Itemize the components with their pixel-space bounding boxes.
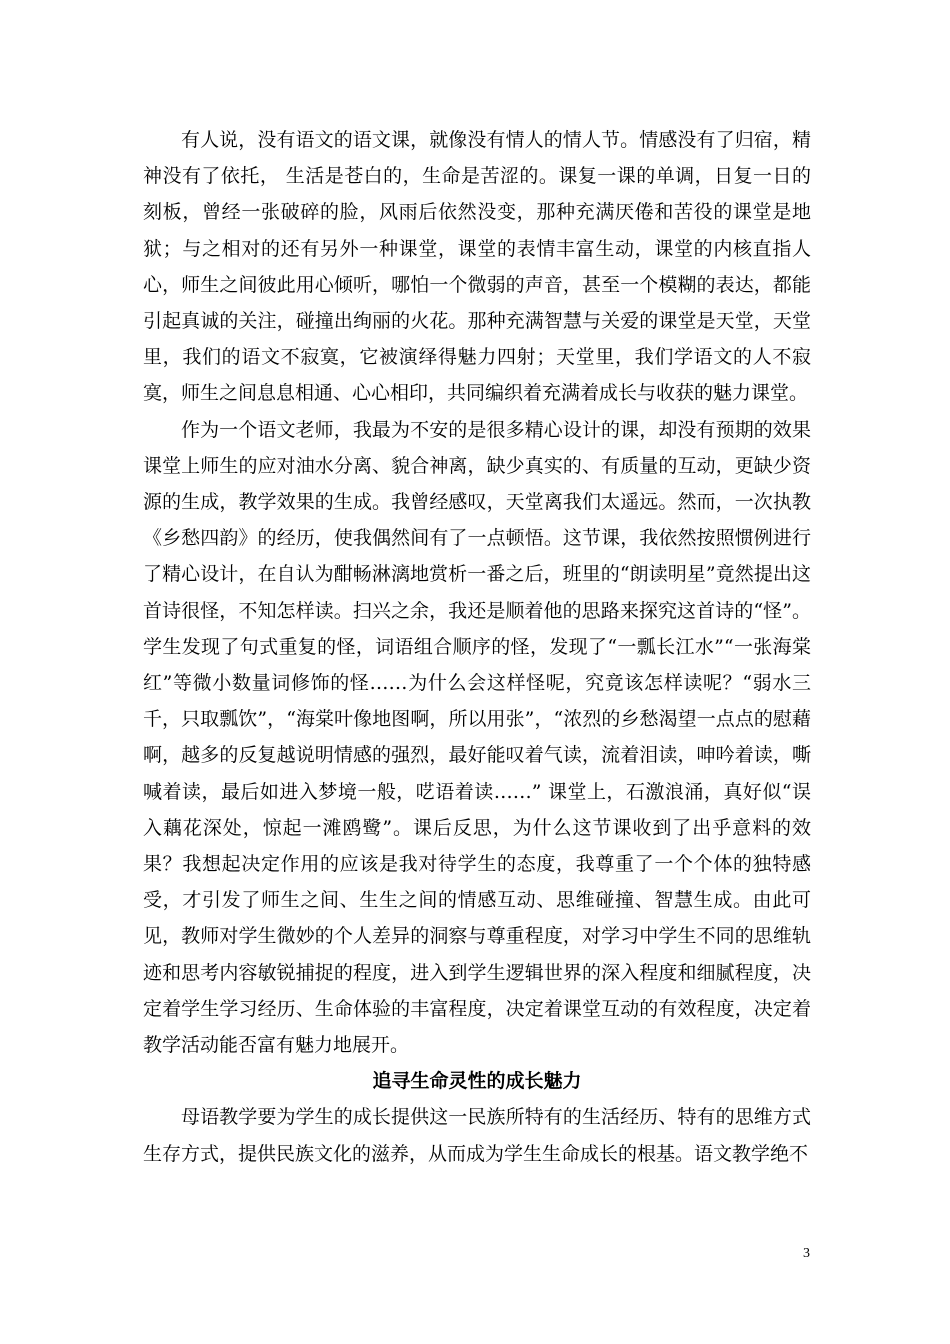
paragraph-3: 母语教学要为学生的成长提供这一民族所特有的生活经历、特有的思维方式生存方式，提供民族文化的滋养，从而成为学生生命成长的根基。语文教学绝不 (143, 1106, 811, 1165)
page-body (143, 122, 811, 1172)
paragraph-1: 有人说，没有语文的语文课，就像没有情人的情人节。情感没有了归宿，精神没有了依托， 生活是苍白的，生命是苦涩的。课复一课的单调，日复一日的刻板，曾经一张破碎的脸，风雨后依然没变，那种充满厌倦和苦役的课堂是地狱；与之相对的还有另外一种课堂，课堂的表情丰富生动，课堂的内核直指人心，师生之间彼此用心倾听，哪怕一个微弱的声音，甚至一个模糊的表达，都能引起真诚的关注，碰撞出绚丽的火花。那种充满智慧与关爱的课堂是天堂，天堂里，我们的语文不寂寞，它被演绎得魅力四射；天堂里，我们学语文的人不寂寞，师生之间息息相通、心心相印，共同编织着充满着成长与收获的魅力课堂。 (143, 129, 811, 405)
section-heading: 追寻生命灵性的成长魅力 (372, 1070, 582, 1093)
page-number: 3 (803, 1246, 810, 1261)
paragraph-2: 作为一个语文老师，我最为不安的是很多精心设计的课，却没有预期的效果课堂上师生的应对油水分离、貌合神离，缺少真实的、有质量的互动，更缺少资源的生成，教学效果的生成。我曾经感叹，天堂离我们太遥远。然而，一次执教《乡愁四韵》的经历，使我偶然间有了一点顿悟。这节课，我依然按照惯例进行了精心设计，在自认为酣畅淋漓地赏析一番之后，班里的“朗读明星”竟然提出这首诗很怪，不知怎样读。扫兴之余，我还是顺着他的思路来探究这首诗的“怪”。学生发现了句式重复的怪，词语组合顺序的怪，发现了“一瓢长江水”“一张海棠红”等微小数量词修饰的怪……为什么会这样怪呢，究竟该怎样读呢？“弱水三千，只取瓢饮”，“海棠叶像地图啊，所以用张”，“浓烈的乡愁渴望一点点的慰藉啊，越多的反复越说明情感的强烈，最好能叹着气读，流着泪读，呻吟着读，嘶喊着读，最后如进入梦境一般，呓语着读……” 课堂上，石激浪涌，真好似“误入藕花深处，惊起一滩鸥鹭”。课后反思，为什么这节课收到了出乎意料的效果？我想起决定作用的应该是我对待学生的态度，我尊重了一个个体的独特感受，才引发了师生之间、生生之间的情感互动、思维碰撞、智慧生成。由此可见，教师对学生微妙的个人差异的洞察与尊重程度，对学习中学生不同的思维轨迹和思考内容敏锐捕捉的程度，进入到学生逻辑世界的深入程度和细腻程度，决定着学生学习经历、生命体验的丰富程度，决定着课堂互动的有效程度，决定着教学活动能否富有魅力地展开。 (143, 418, 811, 1057)
